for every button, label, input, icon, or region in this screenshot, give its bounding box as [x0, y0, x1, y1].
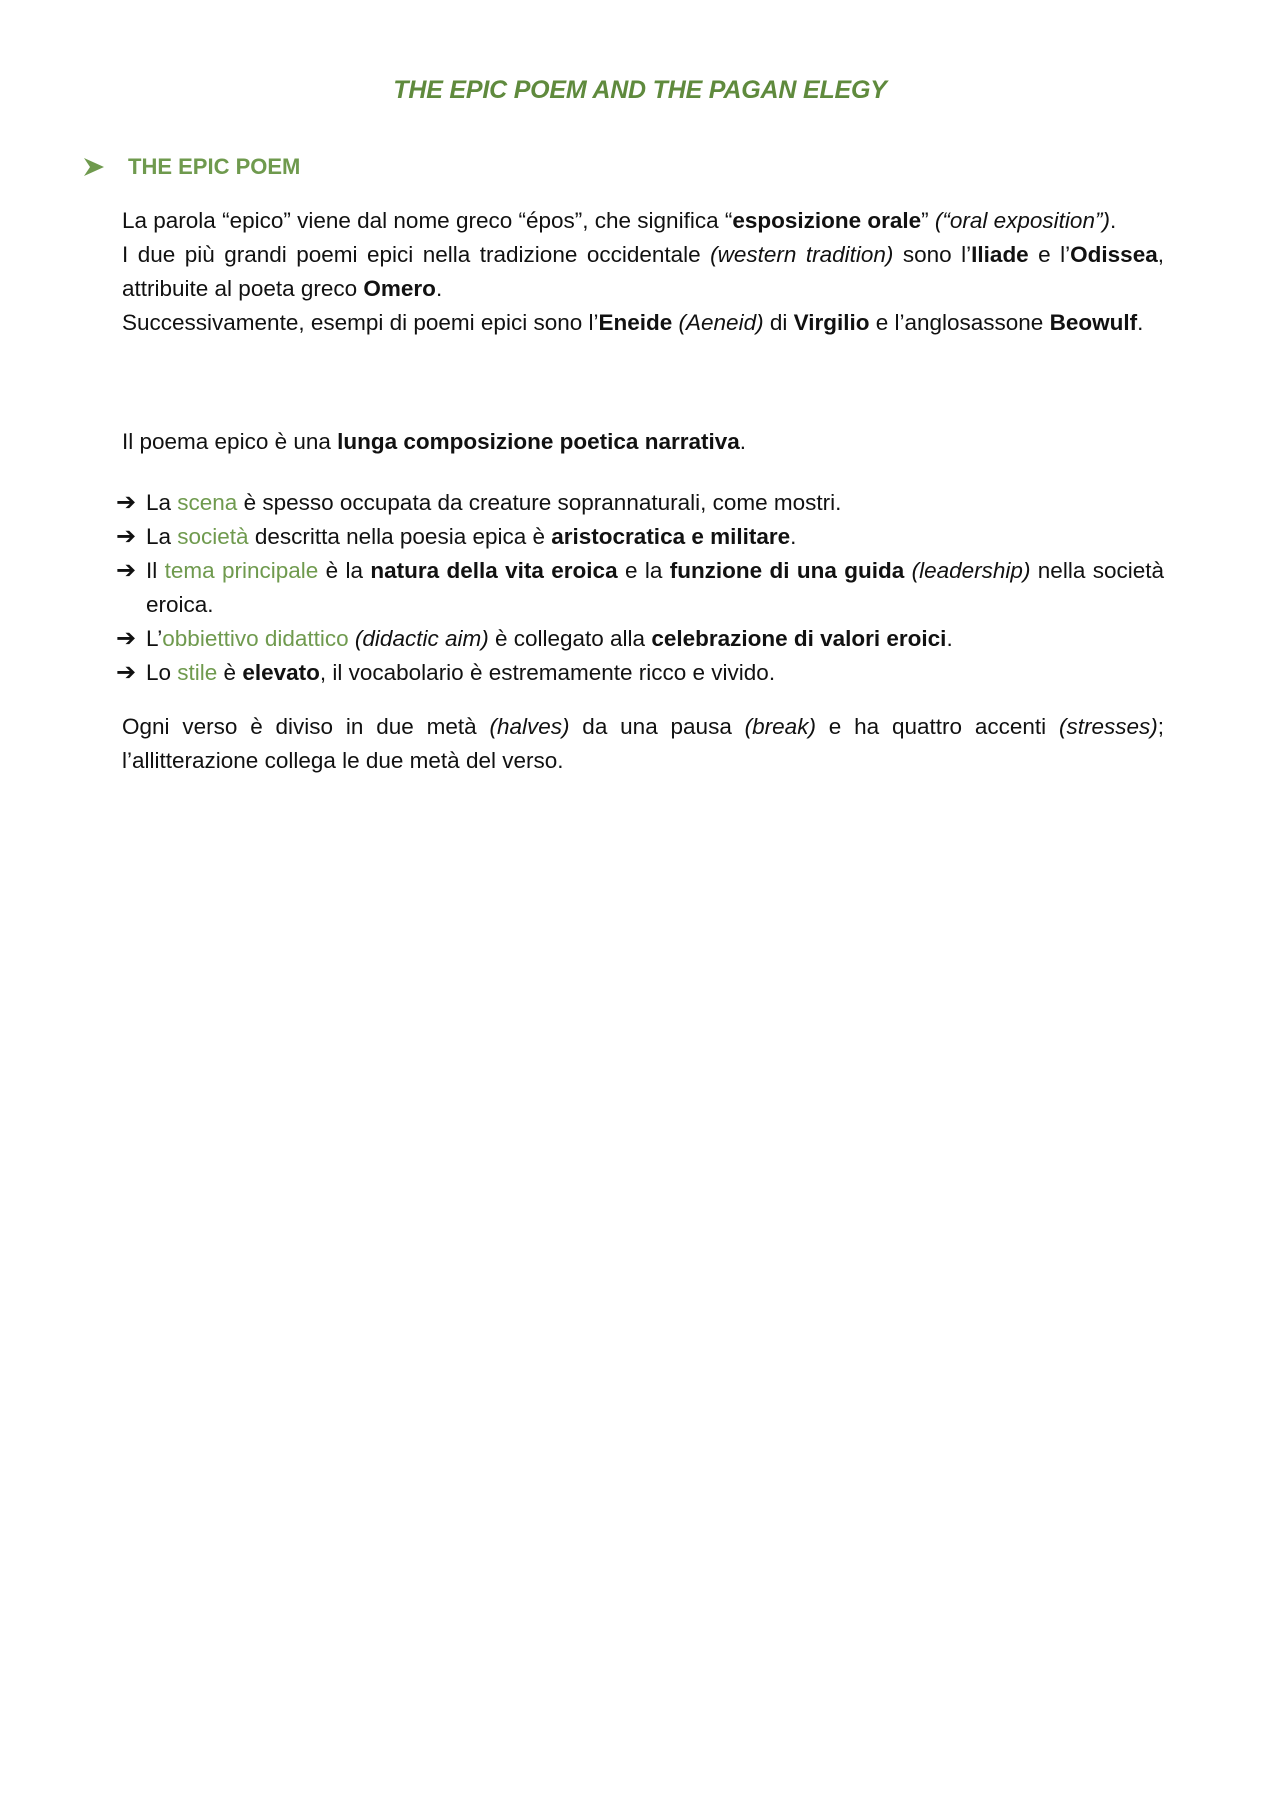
accent-term: società [177, 524, 249, 549]
english-gloss: (didactic aim) [354, 626, 489, 651]
bold-term: Omero [363, 276, 436, 301]
bold-term: Beowulf [1049, 310, 1138, 335]
english-gloss: (halves) [489, 714, 570, 739]
accent-term: tema principale [164, 558, 319, 583]
feature-list [116, 486, 1164, 690]
english-gloss: (break) [744, 714, 816, 739]
bold-term: esposizione orale [732, 208, 922, 233]
right-arrow-icon: ➔ [116, 489, 137, 516]
text-run: . [790, 524, 797, 549]
list-item-text [146, 554, 1164, 622]
bold-term: elevato [242, 660, 320, 685]
text-run: Il poema epico è una [122, 429, 338, 454]
arrowhead-bullet-icon [82, 155, 106, 179]
section-heading-text: THE EPIC POEM [128, 154, 301, 179]
english-gloss: (stresses) [1058, 714, 1158, 739]
definition-paragraph [122, 425, 1164, 459]
list-item-text [146, 656, 1164, 690]
accent-term: stile [177, 660, 218, 685]
text-run: La [146, 490, 178, 515]
text-run: è [217, 660, 243, 685]
text-run: è la [318, 558, 371, 583]
list-item [116, 520, 1164, 554]
text-run: L’ [146, 626, 163, 651]
bold-term: Eneide [598, 310, 673, 335]
text-run: . [946, 626, 953, 651]
list-item [116, 656, 1164, 690]
text-run: I due più grandi poemi epici nella tradizione occidentale [122, 242, 711, 267]
text-run: La [146, 524, 178, 549]
text-run: e l’ [1028, 242, 1071, 267]
intro-paragraph-1 [122, 204, 1164, 238]
list-item-text [146, 486, 1164, 520]
bold-term: funzione di una guida [669, 558, 905, 583]
right-arrow-icon: ➔ [116, 523, 137, 550]
text-run: descritta nella poesia epica è [248, 524, 552, 549]
english-gloss: (“oral exposition”) [934, 208, 1110, 233]
intro-paragraph-3 [122, 306, 1164, 340]
english-gloss: (leadership) [911, 558, 1031, 583]
text-run: di [763, 310, 794, 335]
bold-term: lunga composizione poetica narrativa [337, 429, 740, 454]
bold-term: celebrazione di valori eroici [651, 626, 947, 651]
text-run: . [435, 276, 443, 301]
bold-term: aristocratica e militare [551, 524, 791, 549]
section-heading [82, 154, 300, 180]
text-run: . [1109, 208, 1117, 233]
list-item [116, 554, 1164, 622]
bold-term: natura della vita eroica [370, 558, 618, 583]
text-run: è collegato alla [488, 626, 652, 651]
text-run: , attribuite al poeta greco [122, 242, 1164, 301]
bold-term: Odissea [1070, 242, 1158, 267]
text-run: Lo [146, 660, 178, 685]
text-run: La parola “epico” viene dal nome greco “épos”, che significa “ [122, 208, 733, 233]
text-run: e l’anglosassone [869, 310, 1050, 335]
bold-term: Iliade [971, 242, 1029, 267]
english-gloss: (Aeneid) [678, 310, 764, 335]
text-run: . [1137, 310, 1144, 335]
text-run: Successivamente, esempi di poemi epici sono l’ [122, 310, 599, 335]
text-run: . [739, 429, 747, 454]
text-run: , il vocabolario è estremamente ricco e vivido. [319, 660, 776, 685]
closing-block [122, 710, 1164, 778]
text-run: è spesso occupata da creature soprannaturali, come mostri. [237, 490, 842, 515]
accent-term: obbiettivo didattico [162, 626, 349, 651]
right-arrow-icon: ➔ [116, 625, 137, 652]
text-run: Ogni verso è diviso in due metà [122, 714, 490, 739]
text-run: Il [146, 558, 165, 583]
text-run: ” [921, 208, 935, 233]
list-item [116, 622, 1164, 656]
text-run: e ha quattro accenti [815, 714, 1059, 739]
intro-paragraph-2 [122, 238, 1164, 306]
english-gloss: (western tradition) [710, 242, 894, 267]
intro-block [122, 204, 1164, 340]
bold-term: Virgilio [793, 310, 870, 335]
text-run [904, 558, 911, 583]
list-item-text [146, 622, 1164, 656]
text-run: da una pausa [569, 714, 745, 739]
document-title: THE EPIC POEM AND THE PAGAN ELEGY [393, 76, 887, 104]
list-item [116, 486, 1164, 520]
text-run: nella società eroica. [146, 558, 1164, 617]
closing-paragraph [122, 710, 1164, 778]
definition-block [122, 425, 1164, 459]
text-run: sono l’ [893, 242, 972, 267]
list-item-text [146, 520, 1164, 554]
right-arrow-icon: ➔ [116, 557, 137, 584]
text-run: ; l’allitterazione collega le due metà del verso. [122, 714, 1164, 773]
text-run: e la [617, 558, 670, 583]
accent-term: scena [177, 490, 238, 515]
right-arrow-icon: ➔ [116, 659, 137, 686]
